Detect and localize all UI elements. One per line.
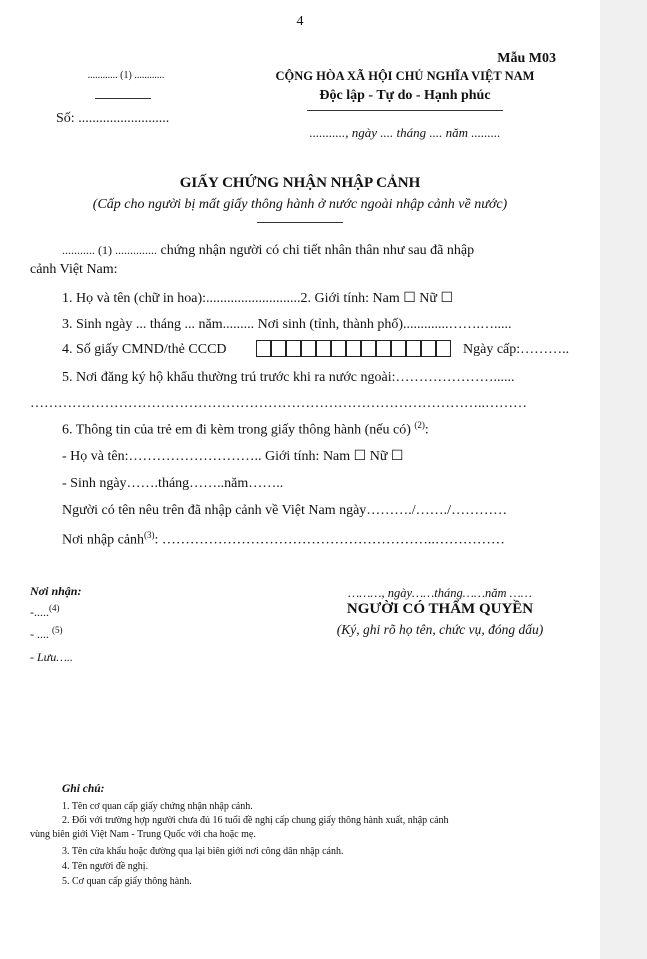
field-issue-date: Ngày cấp:……….. [463, 342, 570, 357]
note-item: 4. Tên người đề nghị. [62, 861, 149, 872]
field-birth: 3. Sinh ngày ... tháng ... năm......... Nơi sinh (tỉnh, thành phố).............…….…..... [62, 317, 512, 332]
national-name: CỘNG HÒA XÃ HỘI CHỦ NGHĨA VIỆT NAM [275, 69, 535, 83]
note-item: 5. Cơ quan cấp giấy thông hành. [62, 876, 192, 887]
recipient-archive: - Lưu….. [30, 650, 73, 664]
id-digit-box [331, 340, 346, 357]
signing-date: ………, ngày……tháng……năm …… [348, 586, 532, 600]
note-item: 3. Tên cửa khẩu hoặc đường qua lại biên giới nơi công dân nhập cảnh. [62, 846, 344, 857]
field-child-name-gender: - Họ và tên:……………………….. Giới tính: Nam ☐ Nữ ☐ [62, 449, 404, 464]
field-child-birth: - Sinh ngày…….tháng……..năm…….. [62, 476, 284, 491]
recipient-item: -.....$^{(4)}$ [30, 603, 60, 619]
id-digit-box [361, 340, 376, 357]
field-id-label: 4. Số giấy CMND/thẻ CCCD [62, 342, 227, 357]
id-digit-box [406, 340, 421, 357]
id-digit-box [301, 340, 316, 357]
field-entry-date: Người có tên nêu trên đã nhập cảnh về Việt Nam ngày………./……./………… [62, 503, 508, 518]
field-residence-continued: ……………………………………………………………………………………..……… [30, 396, 527, 411]
recipient-item: - .... $^{(5)}$ [30, 625, 63, 641]
id-digit-box [436, 340, 451, 357]
note-item: 1. Tên cơ quan cấp giấy chứng nhận nhập cảnh. [62, 801, 253, 812]
document-subtitle: (Cấp cho người bị mất giấy thông hành ở nước ngoài nhập cảnh về nước) [92, 197, 508, 212]
title-underline [257, 222, 343, 223]
issuing-agency-placeholder: ............ (1) ............ [87, 70, 165, 81]
document-number: Số: .......................... [56, 111, 170, 126]
id-digit-box [286, 340, 301, 357]
field-full-name-gender: 1. Họ và tên (chữ in hoa):...........................2. Giới tính: Nam ☐ Nữ ☐ [62, 291, 454, 306]
recipients-label: Nơi nhận: [30, 584, 82, 598]
agency-underline [95, 98, 151, 99]
id-digit-box [346, 340, 361, 357]
note-item-continuation: vùng biên giới Việt Nam - Trung Quốc với cha hoặc mẹ. [30, 829, 256, 840]
signature-instruction: (Ký, ghi rõ họ tên, chức vụ, đóng dấu) [336, 622, 544, 637]
authority-title: NGƯỜI CÓ THẨM QUYỀN [346, 601, 534, 617]
notes-title: Ghi chú: [62, 783, 105, 795]
motto-underline [307, 110, 503, 111]
field-child-info: 6. Thông tin của trẻ em đi kèm trong giấy thông hành (nếu có) $^{(2)}$: [62, 420, 429, 438]
field-entry-point: Nơi nhập cảnh$^{(3)}$: …………………………………………………..…………… [62, 530, 505, 548]
document-title: GIẤY CHỨNG NHẬN NHẬP CẢNH [179, 175, 421, 191]
id-digit-box [316, 340, 331, 357]
note-item: 2. Đối với trường hợp người chưa đủ 16 tuổi đề nghị cấp chung giấy thông hành xuất, nhập cảnh [62, 815, 449, 826]
id-digit-box [256, 340, 271, 357]
id-digit-box [376, 340, 391, 357]
intro-line-2: cảnh Việt Nam: [30, 262, 118, 277]
intro-line-1: ........... (1) .............. chứng nhận người có chi tiết nhân thân như sau đã nhập [62, 243, 475, 258]
id-digit-box [271, 340, 286, 357]
place-date-line: ..........., ngày .... tháng .... năm ......... [309, 125, 501, 140]
page-number: 4 [296, 14, 304, 29]
id-digit-box [421, 340, 436, 357]
national-motto: Độc lập - Tự do - Hạnh phúc [319, 88, 491, 103]
id-digit-box [391, 340, 406, 357]
field-residence: 5. Nơi đăng ký hộ khẩu thường trú trước khi ra nước ngoài:…………………...... [62, 370, 515, 385]
form-code: Mẫu M03 [497, 51, 556, 66]
